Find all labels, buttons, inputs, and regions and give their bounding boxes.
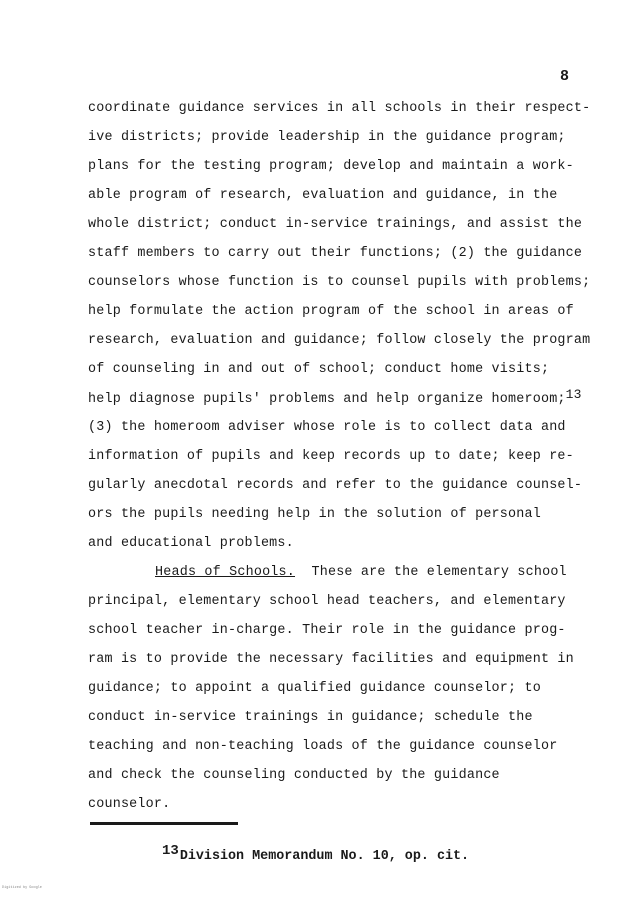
body-line: counselors whose function is to counsel pupils with problems; <box>88 275 591 290</box>
body-line: staff members to carry out their functions; (2) the guidance <box>88 246 583 261</box>
margin-tag: Digitized by Google <box>2 886 42 890</box>
section-heading: Heads of Schools. <box>155 565 296 580</box>
body-line: ors the pupils needing help in the solution of personal <box>88 507 541 522</box>
section-line: conduct in-service trainings in guidance; schedule the <box>88 710 533 725</box>
section-line: and check the counseling conducted by the guidance <box>88 768 500 783</box>
body-line-with-footnote <box>88 387 582 409</box>
body-line: plans for the testing program; develop and maintain a work- <box>88 159 574 174</box>
footnote-text: Division Memorandum No. 10, op. cit. <box>179 849 470 864</box>
body-line: and educational problems. <box>88 536 294 551</box>
section-line-rest: These are the elementary school <box>295 565 567 580</box>
body-line: able program of research, evaluation and guidance, in the <box>88 188 558 203</box>
body-line: gularly anecdotal records and refer to the guidance counsel- <box>88 478 583 493</box>
body-line: help diagnose pupils' problems and help organize homeroom; <box>88 392 566 407</box>
body-line: of counseling in and out of school; conduct home visits; <box>88 362 550 377</box>
body-line: help formulate the action program of the school in areas of <box>88 304 574 319</box>
footnote <box>162 843 470 864</box>
section-line: counselor. <box>88 797 171 812</box>
body-line: whole district; conduct in-service trainings, and assist the <box>88 217 583 232</box>
page-number: 8 <box>560 68 570 85</box>
section-line: guidance; to appoint a qualified guidance counselor; to <box>88 681 541 696</box>
footnote-divider <box>90 822 238 825</box>
body-line: (3) the homeroom adviser whose role is to collect data and <box>88 420 566 435</box>
body-line: ive districts; provide leadership in the guidance program; <box>88 130 566 145</box>
body-line: research, evaluation and guidance; follow closely the program <box>88 333 591 348</box>
section-line: school teacher in-charge. Their role in the guidance prog- <box>88 623 566 638</box>
footnote-reference: 13 <box>565 387 582 402</box>
section-line: principal, elementary school head teachers, and elementary <box>88 594 566 609</box>
body-line: coordinate guidance services in all schools in their respect- <box>88 101 591 116</box>
body-line: information of pupils and keep records up to date; keep re- <box>88 449 574 464</box>
section-line: teaching and non-teaching loads of the guidance counselor <box>88 739 558 754</box>
footnote-mark: 13 <box>162 843 179 859</box>
section-line: ram is to provide the necessary facilities and equipment in <box>88 652 574 667</box>
section-first-line <box>155 564 567 582</box>
